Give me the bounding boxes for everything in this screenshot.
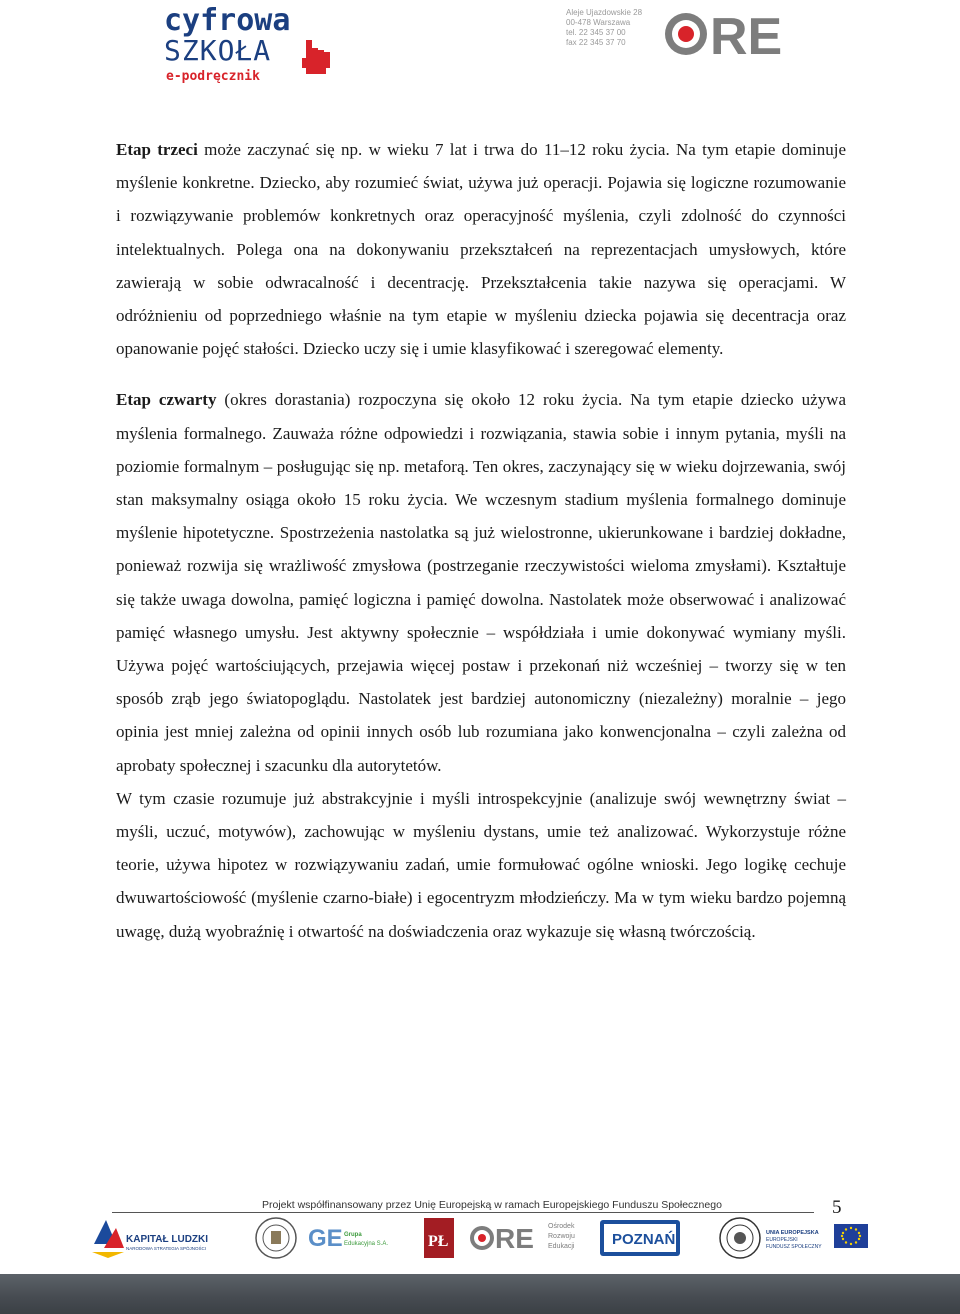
address-line: fax 22 345 37 70: [566, 38, 626, 47]
paragraph-stage-three: [116, 133, 846, 365]
ore-address-block: [566, 8, 656, 48]
logo-szkola-text: SZKOŁA: [164, 34, 272, 67]
grupa-edukacyjna-line1: Grupa: [344, 1232, 362, 1238]
page-number: 5: [832, 1197, 842, 1218]
footer-bar: [0, 1274, 960, 1314]
poznan-text: POZNAŃ: [612, 1231, 676, 1248]
cyfrowa-szkola-logo: [160, 4, 340, 84]
svg-text:RE: RE: [710, 8, 783, 62]
logo-e-podrecznik-text: e-podręcznik: [166, 69, 260, 84]
eu-line3: FUNDUSZ SPOŁECZNY: [766, 1244, 822, 1250]
svg-text:GE: GE: [308, 1225, 343, 1252]
politechnika-lodzka-logo: [424, 1218, 454, 1258]
grupa-edukacyjna-logo: [308, 1225, 388, 1252]
eu-line2: EUROPEJSKI: [766, 1237, 798, 1243]
sponsor-logos-strip: [90, 1214, 880, 1264]
paragraph-stage-four: [116, 383, 846, 781]
ore-desc-line2: Rozwoju: [548, 1233, 575, 1240]
kapital-ludzki-text: KAPITAŁ LUDZKI: [126, 1234, 209, 1245]
eu-social-fund-logo: [766, 1224, 868, 1250]
svg-text:RE: RE: [495, 1223, 534, 1254]
footer-divider: [112, 1212, 814, 1213]
grupa-edukacyjna-line2: Edukacyjna S.A.: [344, 1241, 389, 1247]
ore-logo: [662, 6, 792, 62]
university-seal-icon: [256, 1218, 296, 1258]
kapital-ludzki-logo: [92, 1220, 208, 1258]
politechnika-text: PŁ: [428, 1233, 449, 1250]
stage-three-heading: Etap trzeci: [116, 140, 198, 159]
ore-desc-line3: Edukacji: [548, 1243, 575, 1250]
eu-line1: UNIA EUROPEJSKA: [766, 1230, 819, 1236]
stage-three-text: może zaczynać się np. w wieku 7 lat i trwa do 11–12 roku życia. Na tym etapie dominuje myślenie konkretne. Dziecko, aby rozumieć świat, używa już operacji. Pojawia się logiczne rozumowanie i rozwiązywanie problemów konkretnych oraz operacyjność myślenia, czyli zdolność do czynności intelektualnych. Polega ona na dokonywaniu przekształceń na reprezentacjach umysłowych, które zawierają w sobie odwracalność i decentrację. Przekształcenia takie nazywa się operacjami. W odróżnieniu od poprzedniego właśnie na tym etapie w myśleniu dziecka pojawia się decentracja oraz opanowanie pojęć stałości. Dziecko uczy się i umie klasyfikować i szeregować elementy.: [116, 140, 846, 359]
poznan-logo: [600, 1220, 680, 1256]
paragraph-abstract-thinking: W tym czasie rozumuje już abstrakcyjnie i myśli introspekcyjnie (analizuje swój wewnętrzny świat – myśli, uczuć, motywów), zachowując w myśleniu dystans, umie też analizować. Wykorzystuje różne teorie, używa hipotez w rozwiązywaniu zadań, umie formułować ogólne wnioski. Jego logikę cechuje dwuwartościowość (myślenie czarno-białe) i egocentryzm młodzieńczy. Ma w tym wieku bardzo pojemną uwagę, dużą wyobraźnię i otwartość na doświadczenia oraz wykazuje się własną twórczością.: [116, 788, 846, 941]
logo-cyfrowa-text: cyfrowa: [164, 4, 291, 38]
document-body: [116, 133, 846, 948]
address-line: Aleje Ujazdowskie 28: [566, 8, 643, 17]
stage-four-heading: Etap czwarty: [116, 390, 217, 410]
university-seal-2-icon: [720, 1218, 760, 1258]
ore-desc-line1: Ośrodek: [548, 1223, 575, 1230]
address-line: tel. 22 345 37 00: [566, 28, 626, 37]
cofinancing-note: Projekt współfinansowany przez Unię Europejską w ramach Europejskiego Funduszu Społecznego: [262, 1199, 722, 1211]
stage-four-text: (okres dorastania) rozpoczyna się około 12 roku życia. Na tym etapie dziecko używa myślenia formalnego. Zauważa różne odpowiedzi i rozwiązania, stawia sobie i innym pytania, myśli na poziomie formalnym – posługując się np. metaforą. Ten okres, zaczynający się w wieku dojrzewania, swój stan maksymalny osiąga około 15 roku życia. We wczesnym stadium myślenia formalnego dominuje myślenie hipotetyczne. Spostrzeżenia nastolatka są już wielostronne, ukierunkowane i bardziej dokładne, ponieważ rozwija się wrażliwość zmysłowa (postrzeganie rzeczywistości wieloma zmysłami). Kształtuje się także uwaga dowolna, pamięć logiczna i pamięć dowolna. Nastolatek może obserwować i analizować pamięć własnego umysłu. Jest aktywny społecznie – współdziała i umie dokonywać wymiany myśli. Używa pojęć wartościujących, przejawia więcej postaw i przekonań niż wcześniej – tworzy się w ten sposób zrąb jego światopoglądu. Nastolatek jest bardziej autonomiczny (niezależny) moralnie – jego opinia jest mniej zależna od opinii innych osób lub rozumiana jako konwencjonalna – czyli zależna od aprobaty społecznej i szacunku dla autorytetów.: [116, 390, 846, 775]
kapital-ludzki-subtext: NARODOWA STRATEGIA SPÓJNOŚCI: [126, 1246, 207, 1251]
address-line: 00-478 Warszawa: [566, 18, 631, 27]
pointer-hand-icon: [302, 40, 330, 74]
